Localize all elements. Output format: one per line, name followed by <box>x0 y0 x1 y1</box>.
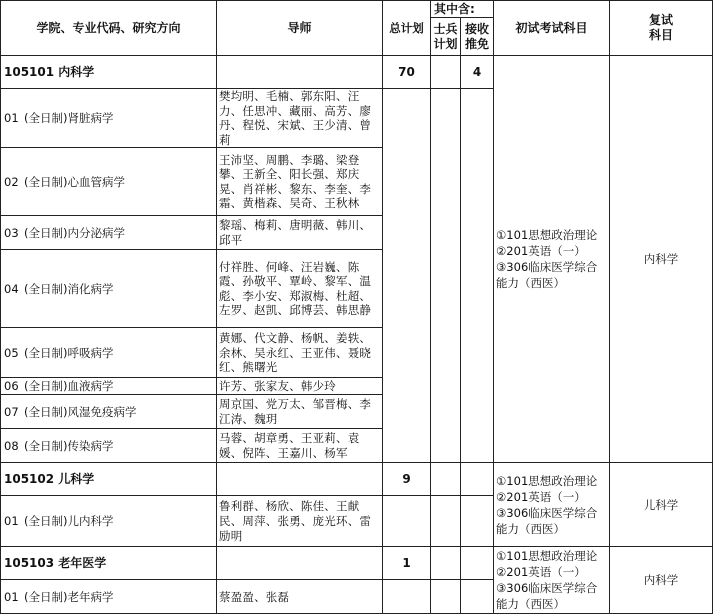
direction-tutors: 黎瑶、梅莉、唐明薇、韩川、邱平 <box>217 216 383 250</box>
major-total: 9 <box>383 463 431 496</box>
direction-total-empty <box>383 496 431 547</box>
direction-soldier-empty <box>431 580 461 614</box>
major-recommend: 4 <box>461 56 494 89</box>
direction-row: 04 (全日制)消化病学 <box>1 250 217 328</box>
direction-tutors: 王沛坚、周鹏、李璐、梁登攀、王新全、阳长强、郑庆晃、肖祥彬、黎东、李奎、李霜、黄楷森、吴奇、王秋林 <box>217 148 383 216</box>
major-title: 105101 内科学 <box>1 56 217 89</box>
direction-recommend-empty <box>461 496 494 547</box>
major-soldier <box>431 547 461 580</box>
direction-row: 05 (全日制)呼吸病学 <box>1 328 217 378</box>
header-dept: 学院、专业代码、研究方向 <box>1 1 217 56</box>
major-tutor-empty <box>217 463 383 496</box>
direction-row: 07 (全日制)风湿免疫病学 <box>1 395 217 429</box>
direction-tutors: 付祥胜、何峰、汪岩巍、陈霞、孙敬平、覃岭、黎军、温彪、李小安、郑淑梅、杜超、左罗、赵凯、邱博芸、韩思静 <box>217 250 383 328</box>
major-recommend <box>461 547 494 580</box>
major-recommend <box>461 463 494 496</box>
direction-soldier-empty <box>431 89 461 463</box>
direction-tutors: 周京国、党万太、邹晋梅、李江涛、魏玥 <box>217 395 383 429</box>
direction-tutors: 黄娜、代文静、杨帆、姜轶、余林、吴永红、王亚伟、聂晓红、熊曙光 <box>217 328 383 378</box>
header-tutor: 导师 <box>217 1 383 56</box>
major-soldier <box>431 463 461 496</box>
header-initial-exam: 初试考试科目 <box>494 1 610 56</box>
direction-recommend-empty <box>461 580 494 614</box>
major-retest: 儿科学 <box>610 463 713 547</box>
major-exam: ①101思想政治理论 ②201英语（一） ③306临床医学综合 能力（西医） <box>494 56 610 463</box>
header-total: 总计划 <box>383 1 431 56</box>
direction-row: 01 (全日制)儿内科学 <box>1 496 217 547</box>
direction-soldier-empty <box>431 496 461 547</box>
direction-row: 03 (全日制)内分泌病学 <box>1 216 217 250</box>
major-tutor-empty <box>217 56 383 89</box>
major-title: 105102 儿科学 <box>1 463 217 496</box>
header-of-which: 其中含: <box>431 1 494 18</box>
header-recommend: 接收推免 <box>461 18 494 56</box>
direction-tutors: 樊均明、毛楠、郭东阳、汪力、任思冲、藏丽、高芳、廖丹、程悦、宋斌、王少清、曾莉 <box>217 89 383 148</box>
major-exam: ①101思想政治理论 ②201英语（一） ③306临床医学综合 能力（西医） <box>494 463 610 547</box>
major-title: 105103 老年医学 <box>1 547 217 580</box>
direction-tutors: 马蓉、胡章勇、王亚莉、袁媛、倪阵、王嘉川、杨军 <box>217 429 383 463</box>
major-retest: 内科学 <box>610 56 713 463</box>
direction-tutors: 蔡盈盈、张磊 <box>217 580 383 614</box>
direction-row: 01 (全日制)老年病学 <box>1 580 217 614</box>
major-total: 70 <box>383 56 431 89</box>
direction-row: 08 (全日制)传染病学 <box>1 429 217 463</box>
direction-tutors: 许芳、张家友、韩少玲 <box>217 378 383 395</box>
major-retest: 内科学 <box>610 547 713 614</box>
header-soldier: 士兵计划 <box>431 18 461 56</box>
major-tutor-empty <box>217 547 383 580</box>
major-exam: ①101思想政治理论 ②201英语（一） ③306临床医学综合 能力（西医） <box>494 547 610 614</box>
direction-row: 01 (全日制)肾脏病学 <box>1 89 217 148</box>
direction-total-empty <box>383 89 431 463</box>
header-retest: 复试科目 <box>610 1 713 56</box>
direction-total-empty <box>383 580 431 614</box>
direction-recommend-empty <box>461 89 494 463</box>
major-total: 1 <box>383 547 431 580</box>
direction-row: 02 (全日制)心血管病学 <box>1 148 217 216</box>
direction-row: 06 (全日制)血液病学 <box>1 378 217 395</box>
direction-tutors: 鲁利群、杨欣、陈佳、王献民、周萍、张勇、庞光环、雷励明 <box>217 496 383 547</box>
major-soldier <box>431 56 461 89</box>
